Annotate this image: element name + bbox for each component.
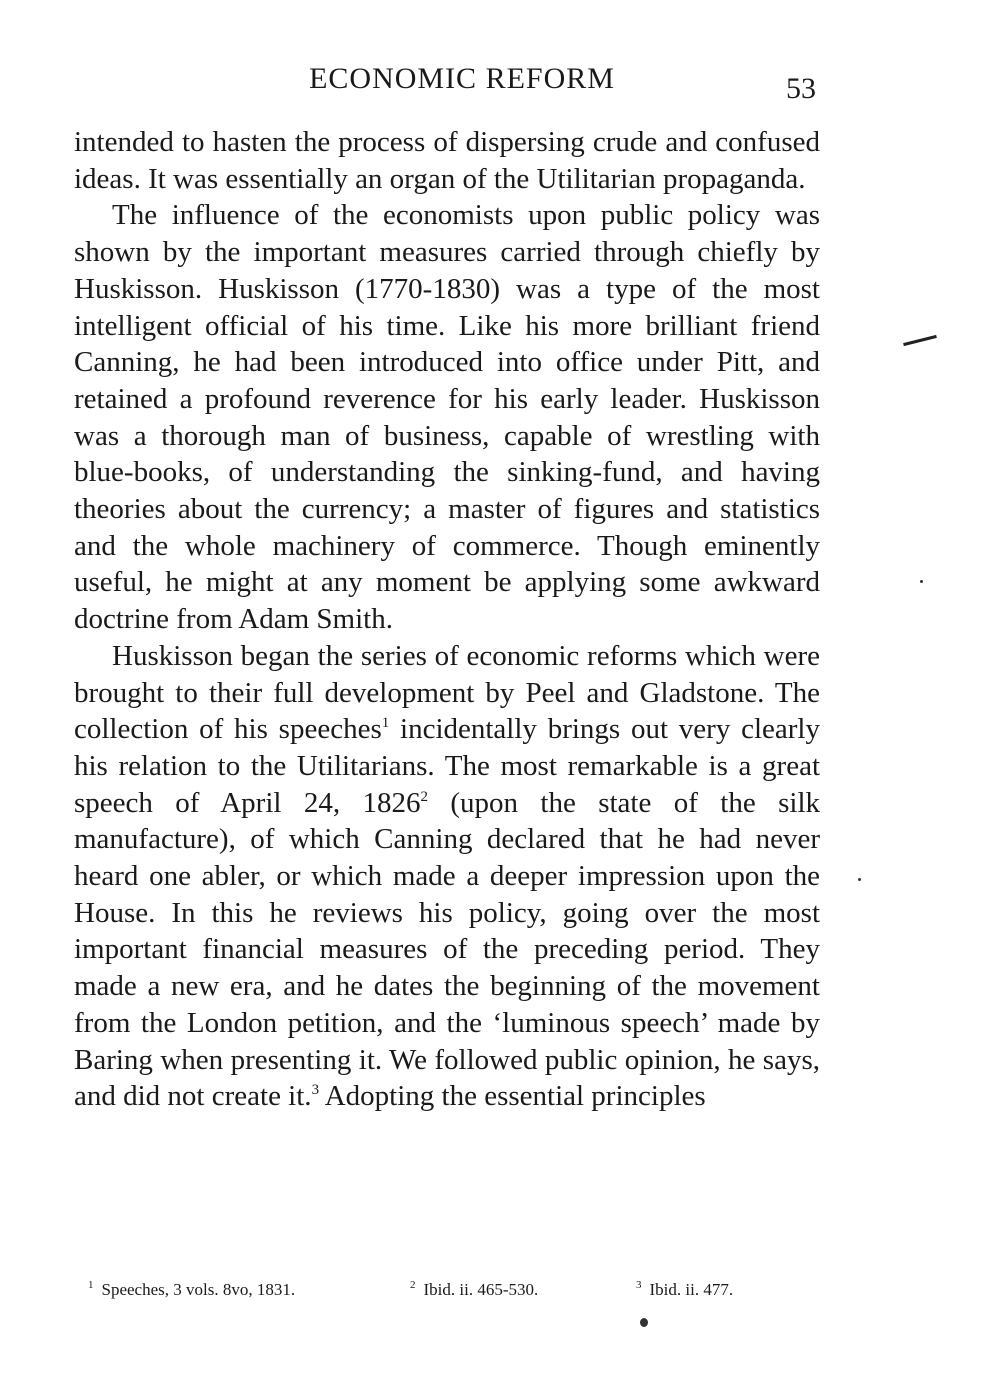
- page-number: 53: [786, 72, 816, 105]
- ink-speck: [640, 1318, 648, 1327]
- footnotes: [88, 1279, 808, 1305]
- paragraph-text: The influence of the economists upon public policy was shown by the important measures carried through chiefly by Huskisson. Huskisson (1770-1830) was a type of the most intelligent official of his time. Like his more brilliant friend Canning, he had been introduced into office under Pitt, and retained a profound reverence for his early leader. Huskisson was a thorough man of business, capable of wrestling with blue-books, of understanding the sinking-fund, and having theories about the currency; a master of figures and statistics and the whole machinery of commerce. Though eminently useful, he might at any moment be applying some awkward doctrine from Adam Smith.: [74, 199, 820, 636]
- margin-pencil-mark: [903, 335, 937, 346]
- footnote-1: [88, 1279, 295, 1300]
- paragraph-continuation: [74, 124, 820, 197]
- paragraph-text: Adopting the essential principles: [319, 1080, 706, 1113]
- body-text: [74, 124, 820, 1115]
- footnote-mark: 2: [410, 1279, 416, 1291]
- paragraph-text: Huskisson began the series of economic reforms which were brought to their full development by Peel and Gladstone. The collection of his speeches: [74, 639, 820, 746]
- ink-speck: [858, 878, 861, 881]
- footnote-ref-1[interactable]: 1: [381, 715, 390, 732]
- footnote-ref-3[interactable]: 3: [311, 1082, 320, 1099]
- running-head: [0, 62, 1000, 105]
- footnote-text: Speeches, 3 vols. 8vo, 1831.: [101, 1280, 296, 1299]
- running-title: ECONOMIC REFORM: [309, 62, 615, 95]
- paragraph-text: intended to hasten the process of dispersing crude and confused ideas. It was essentially an organ of the Utilitarian propaganda.: [74, 126, 820, 195]
- footnote-text: Ibid. ii. 477.: [649, 1280, 734, 1299]
- paragraph-text: incidentally brings out very clearly his relation to the Utilitarians. The most remarkable is a great speech of April 24, 1826: [74, 713, 820, 819]
- footnote-ref-2[interactable]: 2: [420, 788, 428, 805]
- paragraph-huskisson-intro: [74, 197, 820, 637]
- paragraph-economic-reforms: [74, 638, 820, 1115]
- footnote-2: [410, 1279, 538, 1300]
- ink-speck: [920, 580, 923, 583]
- footnote-3: [636, 1279, 733, 1300]
- footnote-text: Ibid. ii. 465-530.: [423, 1280, 539, 1299]
- footnote-mark: 3: [636, 1279, 642, 1291]
- footnote-mark: 1: [88, 1279, 94, 1291]
- paragraph-text: (upon the state of the silk manufacture), of which Canning declared that he had never heard one abler, or which made a deeper impression upon the House. In this he reviews his policy, going over the most important financial measures of the preceding period. They made a new era, and he dates the beginning of the movement from the London petition, and the ‘luminous speech’ made by Baring when presenting it. We followed public opinion, he says, and did not create it.: [74, 786, 820, 1113]
